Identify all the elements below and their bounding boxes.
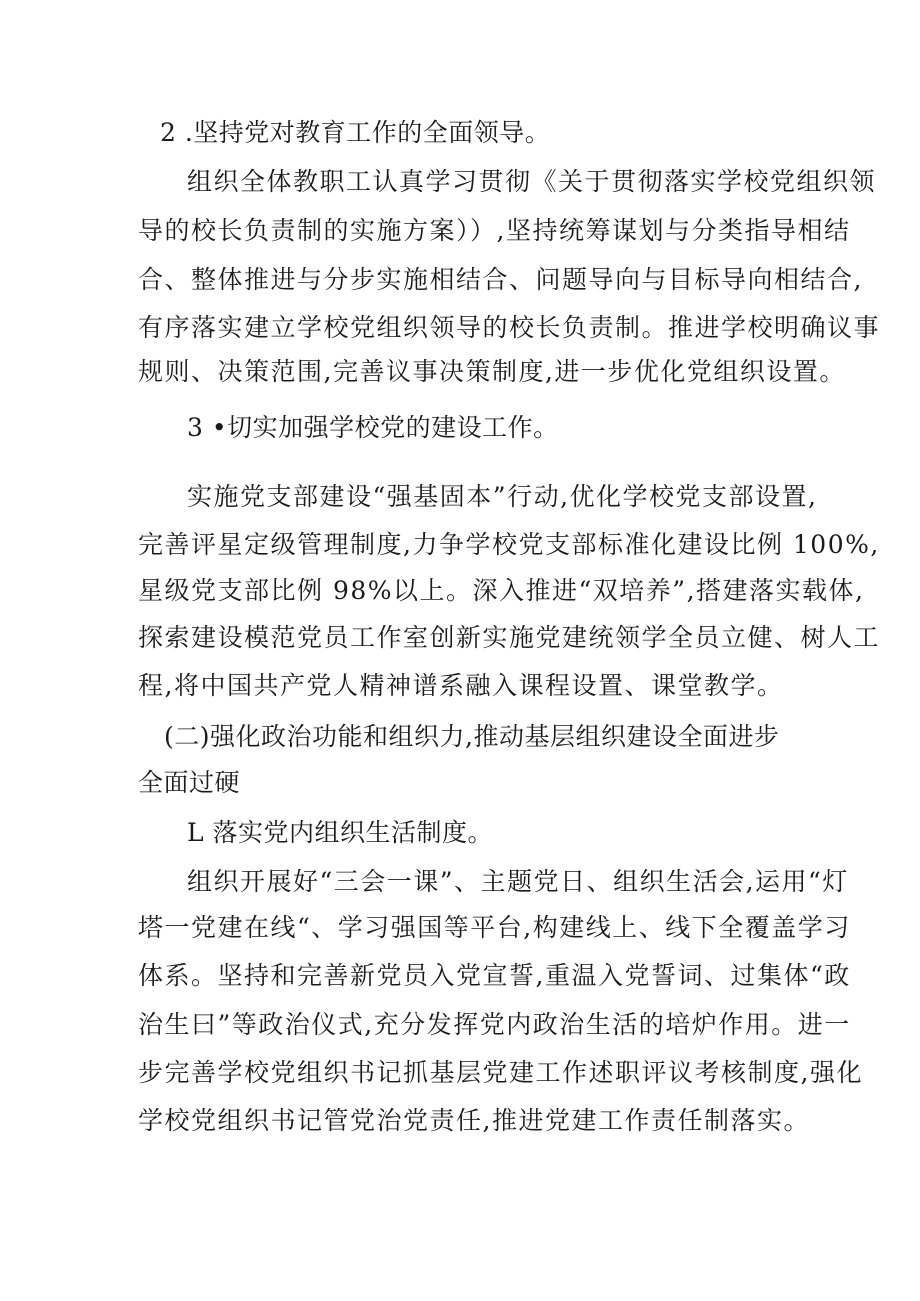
section-l-heading: L 落实党内组织生活制度。 xyxy=(187,818,494,847)
paragraph-line: 治生曰”等政治仪式,充分发挥党内政治生活的培炉作用。进一 xyxy=(138,1010,851,1039)
paragraph-line: 实施党支部建设“强基固本”行动,优化学校党支部设置, xyxy=(187,482,818,511)
paragraph-line: 导的校长负责制的实施方案））,坚持统筹谋划与分类指导相结 xyxy=(138,216,851,245)
paragraph-line: 步完善学校党组织书记抓基层党建工作述职评议考核制度,强化 xyxy=(138,1058,863,1087)
paragraph-line: 体系。坚持和完善新党员入党宣誓,重温入党誓词、过集体“政 xyxy=(138,961,851,990)
paragraph-line: 塔一党建在线“、学习强国等平台,构建线上、线下全覆盖学习 xyxy=(138,913,851,942)
paragraph-line: 组织开展好“三会一课”、主题党日、组织生活会,运用“灯 xyxy=(187,867,849,896)
paragraph-line: 探索建设模范党员工作室创新实施党建统领学全员立健、树人工 xyxy=(138,623,881,652)
paragraph-line: 星级党支部比例 98%以上。深入推进“双培养”,搭建落实载体, xyxy=(138,576,865,605)
paragraph-line: 学校党组织书记管党治党责任,推进党建工作责任制落实。 xyxy=(138,1106,810,1135)
paragraph-line: 程,将中国共产党人精神谱系融入课程设置、课堂教学。 xyxy=(138,671,784,700)
part-2-heading: (二)强化政治功能和组织力,推动基层组织建设全面进步 xyxy=(164,722,780,751)
part-2-heading-continuation: 全面过硬 xyxy=(138,768,241,797)
paragraph-line: 组织全体教职工认真学习贯彻《关于贯彻落实学校党组织领 xyxy=(187,167,877,196)
section-2-heading: 2 .坚持党对教育工作的全面领导。 xyxy=(160,118,551,147)
paragraph-line: 有序落实建立学校党组织领导的校长负责制。推进学校明确议事 xyxy=(138,313,881,342)
section-3-heading: 3 •切实加强学校党的建设工作。 xyxy=(187,413,559,442)
paragraph-line: 规则、决策范围,完善议事决策制度,进一步优化党组织设置。 xyxy=(138,357,846,386)
paragraph-line: 完善评星定级管理制度,力争学校党支部标准化建设比例 100%, xyxy=(138,530,880,559)
paragraph-line: 合、整体推进与分步实施相结合、问题导向与目标导向相结合, xyxy=(138,265,863,294)
